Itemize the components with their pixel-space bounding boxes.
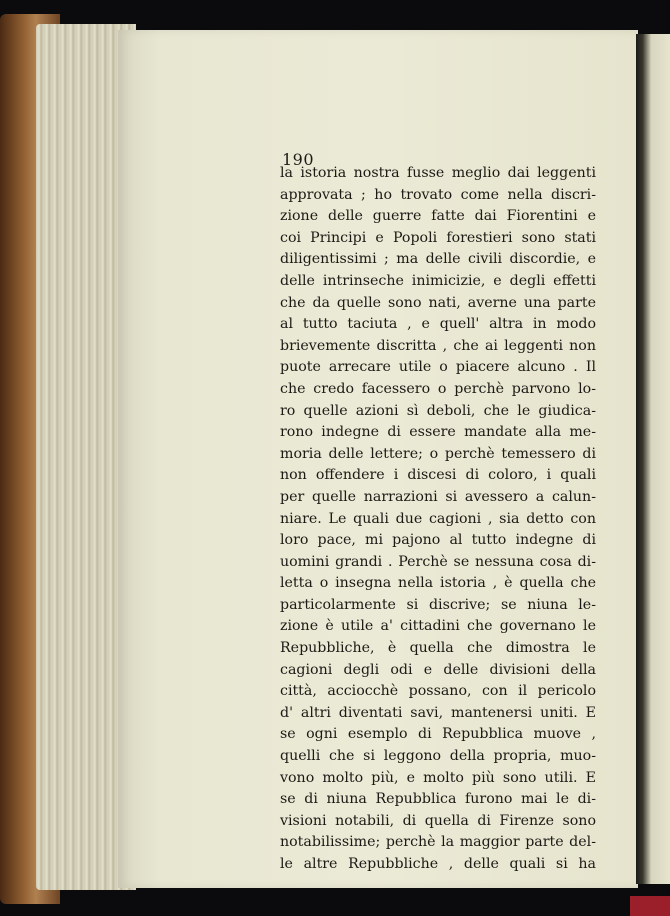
text-line: per quelle narrazioni si avessero a calun- xyxy=(280,488,596,505)
text-line: d' altri diventati savi, mantenersi uniti. E xyxy=(280,704,596,721)
text-line: moria delle lettere; o perchè temessero di xyxy=(280,445,596,462)
text-line: che credo facessero o perchè parvono lo- xyxy=(280,380,596,397)
text-line: notabilissime; perchè la maggior parte del- xyxy=(280,834,596,851)
text-line: approvata ; ho trovato come nella discri- xyxy=(280,186,596,203)
text-line: coi Principi e Popoli forestieri sono stati xyxy=(280,229,596,246)
text-line: Repubbliche, è quella che dimostra le xyxy=(280,640,596,657)
text-line: loro pace, mi pajono al tutto indegne di xyxy=(280,532,596,549)
body-text xyxy=(280,163,596,876)
text-line: città, acciocchè possano, con il pericolo xyxy=(280,683,596,700)
text-line: se ogni esemplo di Repubblica muove , xyxy=(280,726,596,743)
text-line: delle intrinseche inimicizie, e degli effetti xyxy=(280,272,596,289)
red-bookmark-edge xyxy=(630,896,670,916)
text-line: le altre Repubbliche , delle quali si ha xyxy=(280,856,596,872)
text-line: zione delle guerre fatte dai Fiorentini e xyxy=(280,208,596,225)
text-line: rono indegne di essere mandate alla me- xyxy=(280,424,596,441)
text-line: che da quelle sono nati, averne una parte xyxy=(280,294,596,311)
text-line: quelli che si leggono della propria, muo- xyxy=(280,748,596,765)
facing-page-edge xyxy=(636,34,670,884)
text-line: se di niuna Repubblica furono mai le di- xyxy=(280,791,596,808)
text-line: puote arrecare utile o piacere alcuno . Il xyxy=(280,359,596,376)
text-line: uomini grandi . Perchè se nessuna cosa di- xyxy=(280,553,596,570)
text-line: niare. Le quali due cagioni , sia detto con xyxy=(280,510,596,527)
text-line: la istoria nostra fusse meglio dai leggenti xyxy=(280,165,596,181)
text-line: zione è utile a' cittadini che governano le xyxy=(280,618,596,635)
text-line: diligentissimi ; ma delle civili discordie, e xyxy=(280,251,596,268)
text-line: letta o insegna nella istoria , è quella che xyxy=(280,575,596,592)
text-line: al tutto taciuta , e quell' altra in modo xyxy=(280,316,596,333)
text-line: visioni notabili, di quella di Firenze sono xyxy=(280,812,596,829)
text-line: particolarmente si discrive; se niuna le- xyxy=(280,596,596,613)
text-line: brievemente discritta , che ai leggenti non xyxy=(280,337,596,354)
text-line: non offendere i discesi di coloro, i quali xyxy=(280,467,596,484)
text-line: vono molto più, e molto più sono utili. E xyxy=(280,769,596,786)
text-line: ro quelle azioni sì deboli, che le giudica- xyxy=(280,402,596,419)
page-number: 190 xyxy=(282,150,315,169)
text-line: cagioni degli odi e delle divisioni della xyxy=(280,661,596,678)
